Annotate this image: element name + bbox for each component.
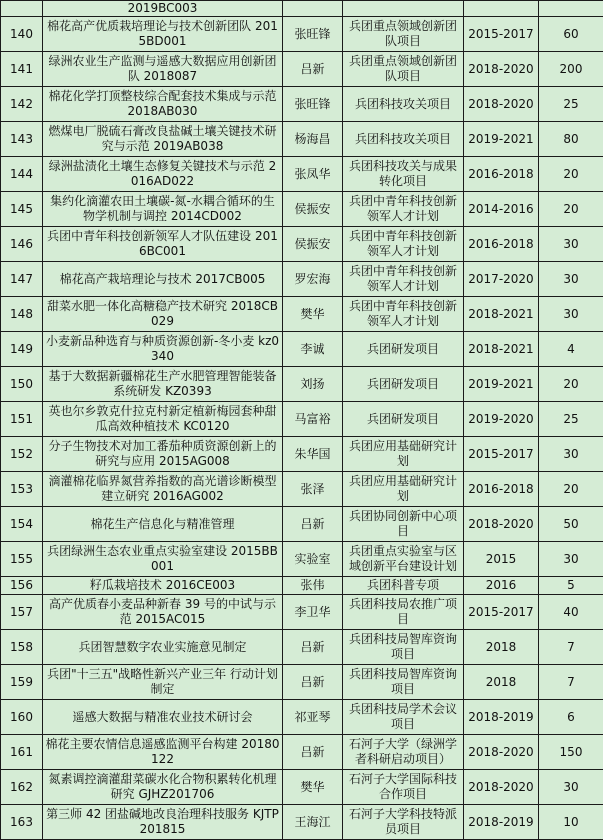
cell-no: 157 <box>1 595 43 630</box>
cell-funds: 7 <box>539 665 603 700</box>
cell-project: 棉花生产信息化与精准管理 <box>43 507 283 542</box>
table-row <box>1 770 603 805</box>
table-row <box>1 17 603 52</box>
cell-funds: 30 <box>539 542 603 577</box>
cell-source: 兵团研发项目 <box>343 367 464 402</box>
cell-period: 2014-2016 <box>464 192 539 227</box>
table-body <box>1 1 603 840</box>
cell-no: 158 <box>1 630 43 665</box>
cell-no: 154 <box>1 507 43 542</box>
cell-leader: 樊华 <box>283 297 343 332</box>
cell-no: 151 <box>1 402 43 437</box>
cell-no: 144 <box>1 157 43 192</box>
cell-project: 2019BC003 <box>43 1 283 17</box>
cell-funds: 20 <box>539 157 603 192</box>
cell-no: 161 <box>1 735 43 770</box>
cell-source: 石河子大学（绿洲学者科研启动项目） <box>343 735 464 770</box>
cell-no: 146 <box>1 227 43 262</box>
cell-period: 2017-2020 <box>464 262 539 297</box>
cell-no: 149 <box>1 332 43 367</box>
cell-funds: 30 <box>539 437 603 472</box>
cell-period: 2018 <box>464 665 539 700</box>
cell-source: 兵团重点实验室与区域创新平台建设计划 <box>343 542 464 577</box>
cell-no: 150 <box>1 367 43 402</box>
cell-period: 2018-2019 <box>464 700 539 735</box>
cell-leader: 吕新 <box>283 735 343 770</box>
table-row <box>1 367 603 402</box>
cell-source: 兵团科技局智库资询项目 <box>343 665 464 700</box>
cell-leader: 李诚 <box>283 332 343 367</box>
cell-source: 兵团协同创新中心项目 <box>343 507 464 542</box>
table-row <box>1 595 603 630</box>
cell-funds: 30 <box>539 770 603 805</box>
cell-no: 143 <box>1 122 43 157</box>
table-row <box>1 402 603 437</box>
cell-period: 2016-2018 <box>464 157 539 192</box>
cell-leader: 吕新 <box>283 630 343 665</box>
cell-funds: 5 <box>539 577 603 595</box>
cell-no: 148 <box>1 297 43 332</box>
cell-period: 2019-2021 <box>464 122 539 157</box>
cell-project: 籽瓜栽培技术 2016CE003 <box>43 577 283 595</box>
cell-funds: 30 <box>539 297 603 332</box>
cell-period: 2018-2020 <box>464 52 539 87</box>
table-row <box>1 665 603 700</box>
cell-leader: 朱华国 <box>283 437 343 472</box>
cell-source: 兵团科技局农推广项目 <box>343 595 464 630</box>
cell-funds: 200 <box>539 52 603 87</box>
cell-period: 2018-2020 <box>464 735 539 770</box>
cell-project: 棉花高产栽培理论与技术 2017CB005 <box>43 262 283 297</box>
cell-source: 兵团科技攻关与成果转化项目 <box>343 157 464 192</box>
cell-leader: 李卫华 <box>283 595 343 630</box>
cell-project: 滴灌棉花临界氮营养指数的高光谱诊断模型建立研究 2016AG002 <box>43 472 283 507</box>
cell-leader: 张旺锋 <box>283 17 343 52</box>
cell-project: 氮素调控滴灌甜菜碳水化合物积累转化机理研究 GJHZ201706 <box>43 770 283 805</box>
cell-leader: 张伟 <box>283 577 343 595</box>
cell-period: 2018 <box>464 630 539 665</box>
cell-period: 2016-2018 <box>464 472 539 507</box>
cell-no: 155 <box>1 542 43 577</box>
table-row <box>1 192 603 227</box>
cell-source: 兵团科普专项 <box>343 577 464 595</box>
cell-period: 2015-2017 <box>464 17 539 52</box>
table-row <box>1 700 603 735</box>
cell-period: 2016-2018 <box>464 227 539 262</box>
cell-funds: 40 <box>539 595 603 630</box>
cell-project: 基于大数据新疆棉花生产水肥管理智能装备系统研发 KZ0393 <box>43 367 283 402</box>
cell-funds: 20 <box>539 192 603 227</box>
cell-project: 高产优质春小麦品种新春 39 号的中试与示范 2015AC015 <box>43 595 283 630</box>
cell-project: 兵团中青年科技创新领军人才队伍建设 2016BC001 <box>43 227 283 262</box>
cell-no: 162 <box>1 770 43 805</box>
cell-funds <box>539 1 603 17</box>
table-row <box>1 1 603 17</box>
cell-leader: 吕新 <box>283 507 343 542</box>
cell-no: 152 <box>1 437 43 472</box>
cell-no: 156 <box>1 577 43 595</box>
cell-source: 兵团中青年科技创新领军人才计划 <box>343 262 464 297</box>
table-row <box>1 507 603 542</box>
cell-project: 兵团智慧数字农业实施意见制定 <box>43 630 283 665</box>
table-row <box>1 262 603 297</box>
table-row <box>1 297 603 332</box>
table-row <box>1 472 603 507</box>
cell-project: 绿洲盐渍化土壤生态修复关键技术与示范 2016AD022 <box>43 157 283 192</box>
cell-project: 燃煤电厂脱硫石膏改良盐碱土壤关键技术研究与示范 2019AB038 <box>43 122 283 157</box>
cell-funds: 7 <box>539 630 603 665</box>
cell-no: 145 <box>1 192 43 227</box>
cell-period: 2015 <box>464 542 539 577</box>
cell-source: 石河子大学科技特派员项目 <box>343 805 464 840</box>
table-row <box>1 805 603 840</box>
cell-funds: 150 <box>539 735 603 770</box>
cell-leader: 刘扬 <box>283 367 343 402</box>
cell-leader: 王海江 <box>283 805 343 840</box>
cell-source: 兵团应用基础研究计划 <box>343 437 464 472</box>
cell-period: 2015-2017 <box>464 595 539 630</box>
cell-project: 甜菜水肥一体化高糖稳产技术研究 2018CB029 <box>43 297 283 332</box>
cell-funds: 25 <box>539 402 603 437</box>
cell-no: 140 <box>1 17 43 52</box>
cell-no: 163 <box>1 805 43 840</box>
cell-funds: 30 <box>539 262 603 297</box>
cell-source: 兵团应用基础研究计划 <box>343 472 464 507</box>
cell-project: 兵团"十三五"战略性新兴产业三年 行动计划制定 <box>43 665 283 700</box>
table-row <box>1 157 603 192</box>
cell-project: 分子生物技术对加工番茄种质资源创新上的研究与应用 2015AG008 <box>43 437 283 472</box>
cell-leader: 吕新 <box>283 665 343 700</box>
cell-leader: 祁亚琴 <box>283 700 343 735</box>
table-row <box>1 87 603 122</box>
cell-source: 兵团研发项目 <box>343 332 464 367</box>
cell-period: 2018-2019 <box>464 805 539 840</box>
cell-project: 英也尔乡敦克什拉克村新定植新梅园套种甜瓜高效种植技术 KC0120 <box>43 402 283 437</box>
cell-period <box>464 1 539 17</box>
cell-source: 兵团科技攻关项目 <box>343 87 464 122</box>
cell-funds: 10 <box>539 805 603 840</box>
cell-leader: 侯振安 <box>283 227 343 262</box>
cell-period: 2019-2020 <box>464 402 539 437</box>
table-row <box>1 577 603 595</box>
cell-period: 2018-2020 <box>464 770 539 805</box>
cell-no: 160 <box>1 700 43 735</box>
table-row <box>1 52 603 87</box>
cell-leader: 杨海昌 <box>283 122 343 157</box>
cell-leader: 张旺锋 <box>283 87 343 122</box>
cell-leader: 侯振安 <box>283 192 343 227</box>
cell-no: 159 <box>1 665 43 700</box>
cell-source: 兵团中青年科技创新领军人才计划 <box>343 192 464 227</box>
cell-funds: 25 <box>539 87 603 122</box>
cell-source: 兵团重点领域创新团队项目 <box>343 17 464 52</box>
cell-funds: 80 <box>539 122 603 157</box>
cell-funds: 50 <box>539 507 603 542</box>
cell-leader: 吕新 <box>283 52 343 87</box>
cell-project: 棉花高产优质栽培理论与技术创新团队 2015BD001 <box>43 17 283 52</box>
cell-source: 兵团重点领域创新团队项目 <box>343 52 464 87</box>
cell-project: 小麦新品种选育与种质资源创新-冬小麦 kz0340 <box>43 332 283 367</box>
cell-period: 2015-2017 <box>464 437 539 472</box>
cell-leader: 樊华 <box>283 770 343 805</box>
cell-source: 兵团科技攻关项目 <box>343 122 464 157</box>
cell-source: 兵团中青年科技创新领军人才计划 <box>343 227 464 262</box>
table-row <box>1 227 603 262</box>
cell-leader: 马富裕 <box>283 402 343 437</box>
cell-project: 集约化滴灌农田土壤碳-氮-水耦合循环的生物学机制与调控 2014CD002 <box>43 192 283 227</box>
cell-source <box>343 1 464 17</box>
table-row <box>1 437 603 472</box>
cell-funds: 60 <box>539 17 603 52</box>
cell-leader: 实验室 <box>283 542 343 577</box>
cell-period: 2019-2021 <box>464 367 539 402</box>
table-row <box>1 630 603 665</box>
cell-project: 绿洲农业生产监测与遥感大数据应用创新团队 2018087 <box>43 52 283 87</box>
cell-period: 2018-2020 <box>464 507 539 542</box>
cell-leader <box>283 1 343 17</box>
cell-source: 兵团科技局智库资询项目 <box>343 630 464 665</box>
cell-funds: 30 <box>539 227 603 262</box>
table-row <box>1 332 603 367</box>
cell-project: 棉花主要农情信息遥感监测平台构建 20180122 <box>43 735 283 770</box>
cell-funds: 4 <box>539 332 603 367</box>
cell-project: 第三师 42 团盐碱地改良治理科技服务 KJTP201815 <box>43 805 283 840</box>
cell-project: 遥感大数据与精准农业技术研讨会 <box>43 700 283 735</box>
cell-funds: 20 <box>539 472 603 507</box>
cell-period: 2018-2021 <box>464 332 539 367</box>
cell-no: 141 <box>1 52 43 87</box>
cell-period: 2018-2020 <box>464 87 539 122</box>
cell-leader: 罗宏海 <box>283 262 343 297</box>
cell-period: 2016 <box>464 577 539 595</box>
cell-no <box>1 1 43 17</box>
cell-no: 153 <box>1 472 43 507</box>
cell-source: 兵团研发项目 <box>343 402 464 437</box>
cell-leader: 张泽 <box>283 472 343 507</box>
cell-funds: 20 <box>539 367 603 402</box>
cell-source: 石河子大学国际科技合作项目 <box>343 770 464 805</box>
cell-funds: 6 <box>539 700 603 735</box>
cell-project: 兵团绿洲生态农业重点实验室建设 2015BB001 <box>43 542 283 577</box>
cell-no: 147 <box>1 262 43 297</box>
cell-source: 兵团科技局学术会议项目 <box>343 700 464 735</box>
table-row <box>1 122 603 157</box>
cell-period: 2018-2021 <box>464 297 539 332</box>
table-row <box>1 735 603 770</box>
table-row <box>1 542 603 577</box>
cell-project: 棉花化学打顶整枝综合配套技术集成与示范 2018AB030 <box>43 87 283 122</box>
cell-no: 142 <box>1 87 43 122</box>
cell-source: 兵团中青年科技创新领军人才计划 <box>343 297 464 332</box>
cell-leader: 张凤华 <box>283 157 343 192</box>
